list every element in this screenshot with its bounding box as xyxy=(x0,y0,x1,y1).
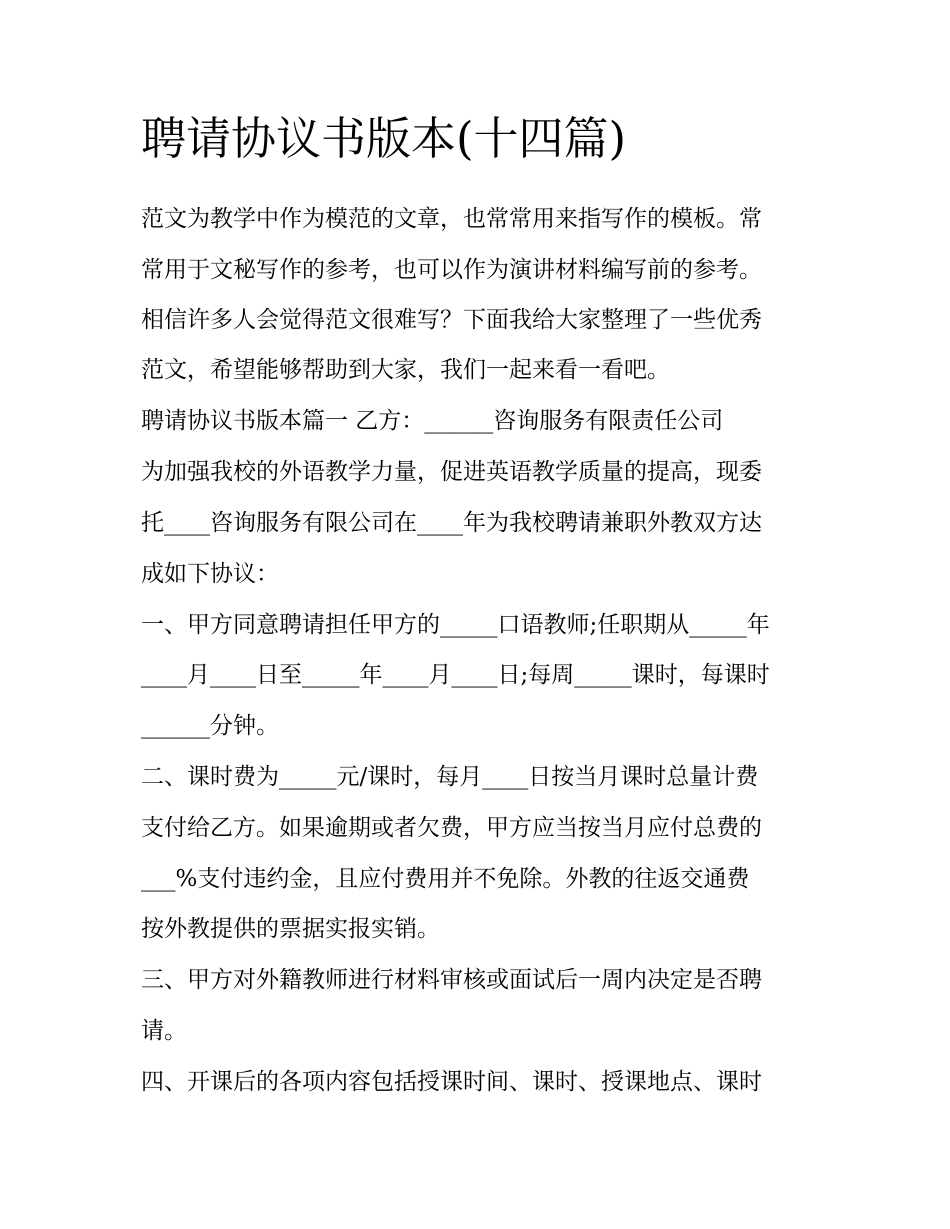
section-heading-line: 聘请协议书版本篇一 乙方：______咨询服务有限责任公司 xyxy=(141,408,724,434)
body-line: 相信许多人会觉得范文很难写？下面我给大家整理了一些优秀 xyxy=(141,307,762,333)
clause-line: 按外教提供的票据实报实销。 xyxy=(141,916,440,942)
clause-line: 三、甲方对外籍教师进行材料审核或面试后一周内决定是否聘 xyxy=(141,967,762,993)
clause-line: ______分钟。 xyxy=(141,713,279,739)
clause-line: 支付给乙方。如果逾期或者欠费，甲方应当按当月应付总费的 xyxy=(141,815,762,841)
clause-line: ____月____日至_____年____月____日;每周_____课时，每课时 xyxy=(141,662,770,688)
document-title: 聘请协议书版本(十四篇) xyxy=(141,112,627,165)
body-line: 托____咨询服务有限公司在____年为我校聘请兼职外教双方达 xyxy=(141,510,762,536)
clause-line: 二、课时费为_____元/课时，每月____日按当月课时总量计费 xyxy=(141,764,759,790)
clause-line: 一、甲方同意聘请担任甲方的_____口语教师;任职期从_____年 xyxy=(141,612,770,638)
body-line: 范文为教学中作为模范的文章，也常常用来指写作的模板。常 xyxy=(141,206,762,232)
clause-line: 四、开课后的各项内容包括授课时间、课时、授课地点、课时 xyxy=(141,1069,762,1095)
clause-line: ___%支付违约金，且应付费用并不免除。外教的往返交通费 xyxy=(141,866,750,892)
body-line: 范文，希望能够帮助到大家，我们一起来看一看吧。 xyxy=(141,357,670,383)
body-line: 成如下协议： xyxy=(141,561,279,587)
body-line: 常用于文秘写作的参考，也可以作为演讲材料编写前的参考。 xyxy=(141,257,762,283)
body-line: 为加强我校的外语教学力量，促进英语教学质量的提高，现委 xyxy=(141,459,762,485)
clause-line: 请。 xyxy=(141,1018,187,1044)
